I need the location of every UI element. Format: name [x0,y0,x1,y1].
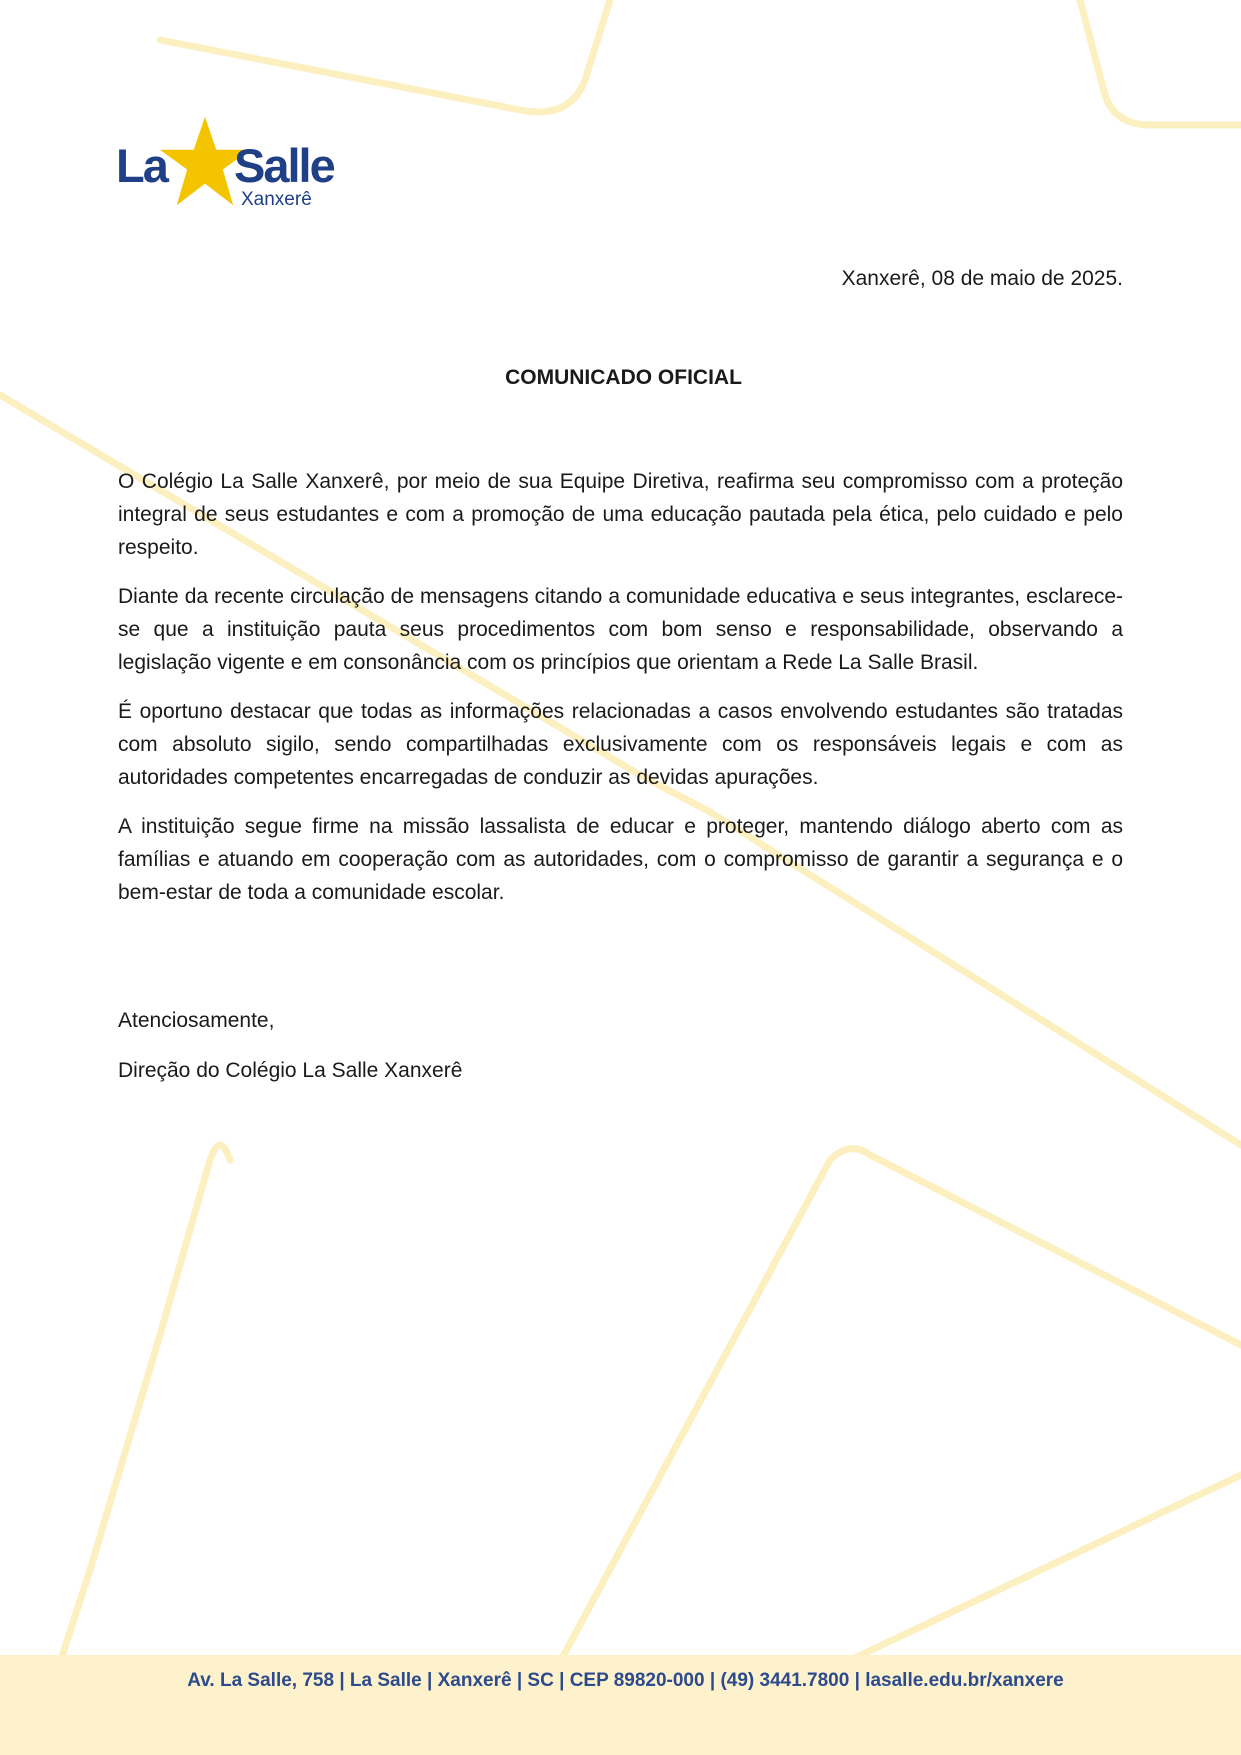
paragraph: É oportuno destacar que todas as informações relacionadas a casos envolvendo estudantes são tratadas com absoluto sigilo, sendo compartilhadas exclusivamente com os responsáveis legais e com as autoridades competentes encarregadas de conduzir as devidas apurações. [118,700,1123,789]
letter-title: COMUNICADO OFICIAL [505,366,742,389]
footer-address: Av. La Salle, 758 | La Salle | Xanxerê | SC | CEP 89820-000 | (49) 3441.7800 | lasalle.edu.br/xanxere [187,1670,1064,1691]
letter-signature: Direção do Colégio La Salle Xanxerê [118,1059,463,1082]
logo-brand-second: Salle [234,139,334,192]
letter-date: Xanxerê, 08 de maio de 2025. [841,267,1123,290]
logo-city: Xanxerê [241,189,312,210]
letter-body [118,465,1123,925]
paragraph: Diante da recente circulação de mensagens citando a comunidade educativa e seus integrantes, esclarece-se que a instituição pauta seus procedimentos com bom senso e responsabilidade, observando a legislação vigente e em consonância com os princípios que orientam a Rede La Salle Brasil. [118,585,1123,674]
paragraph: A instituição segue firme na missão lassalista de educar e proteger, mantendo diálogo aberto com as famílias e atuando em cooperação com as autoridades, com o compromisso de garantir a segurança e o bem-estar de toda a comunidade escolar. [118,815,1123,904]
letter-closing: Atenciosamente, [118,1009,275,1032]
logo-brand-first: La [116,139,167,192]
paragraph: O Colégio La Salle Xanxerê, por meio de sua Equipe Diretiva, reafirma seu compromisso com a proteção integral de seus estudantes e com a promoção de uma educação pautada pela ética, pelo cuidado e pelo respeito. [118,470,1123,559]
school-logo [114,112,354,216]
